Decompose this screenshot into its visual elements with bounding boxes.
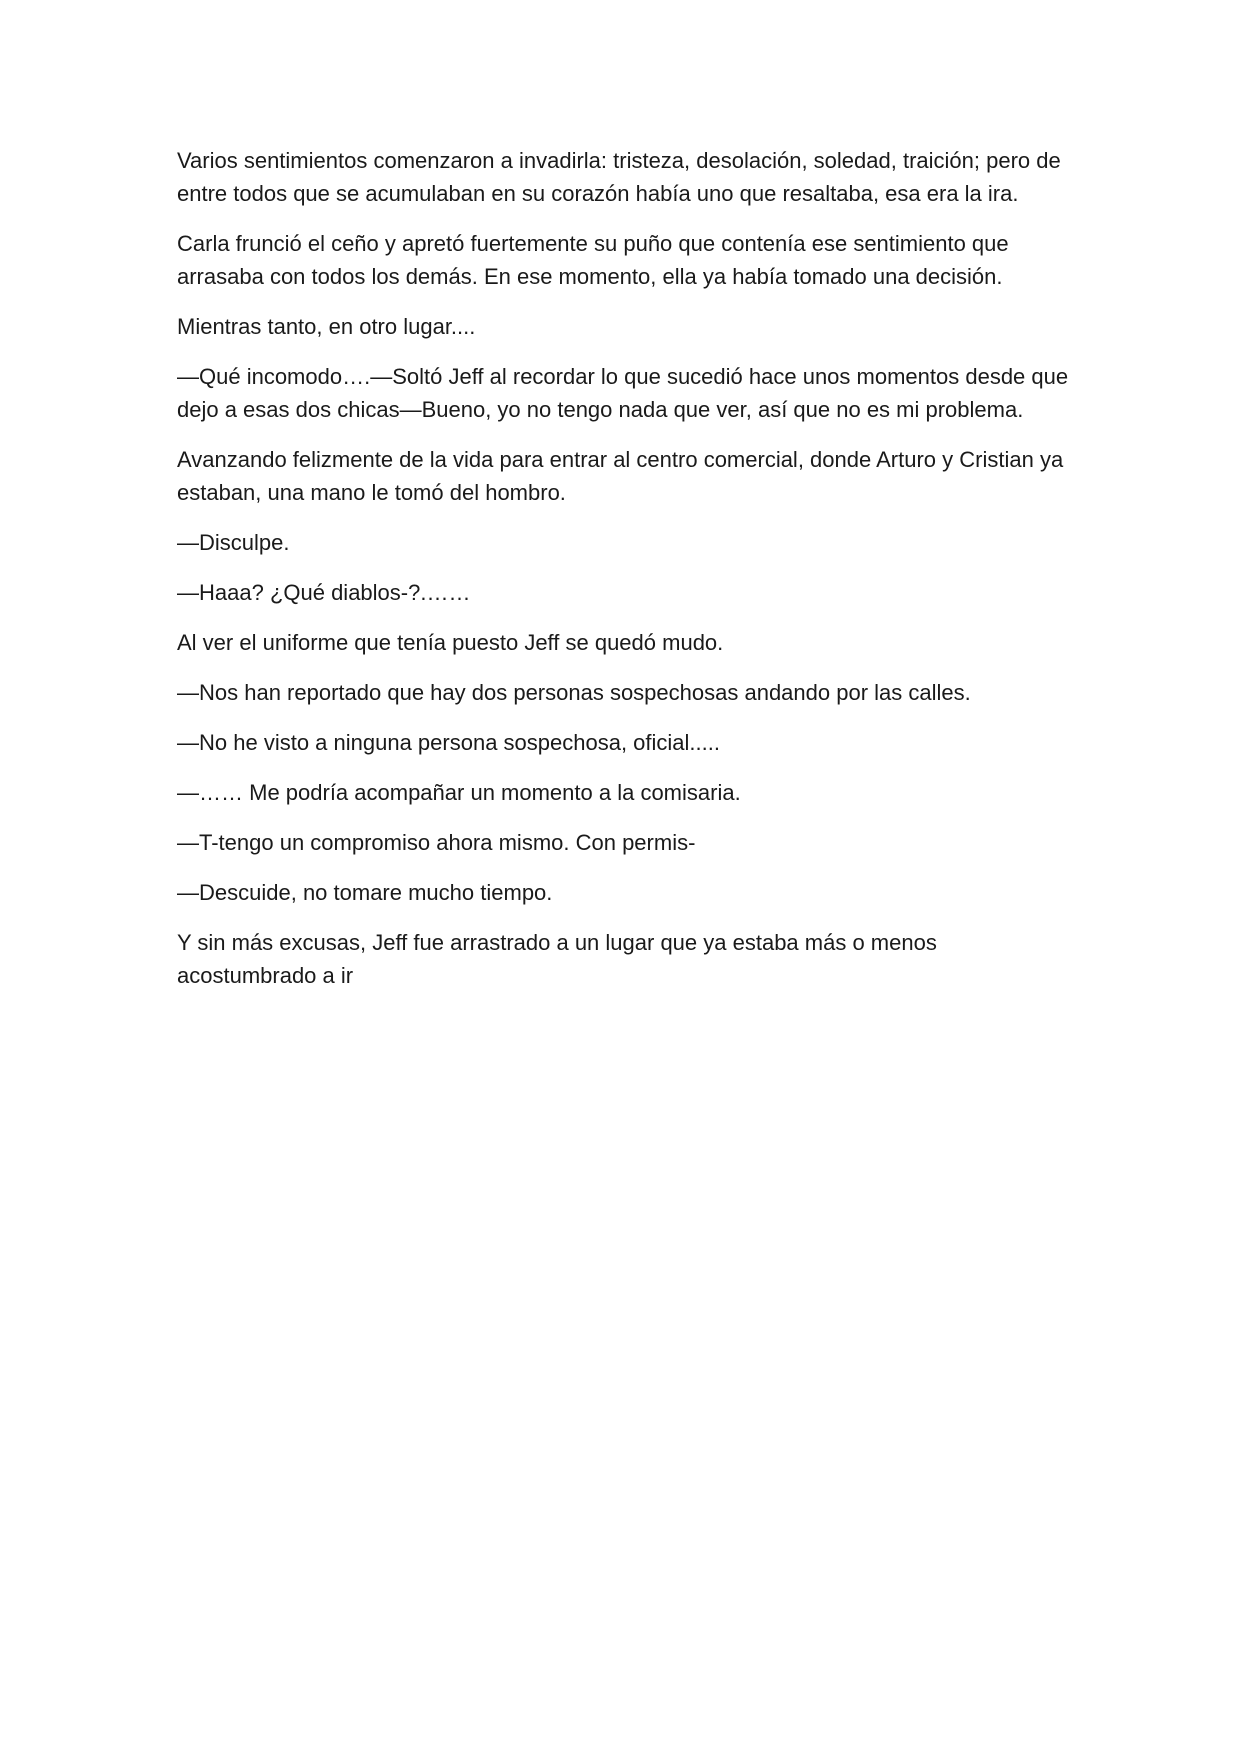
paragraph: —Disculpe. xyxy=(177,530,290,555)
paragraph: Avanzando felizmente de la vida para entrar al centro comercial, donde Arturo y Cristian ya estaban, una mano le tomó del hombro. xyxy=(177,447,1064,505)
paragraph: Al ver el uniforme que tenía puesto Jeff se quedó mudo. xyxy=(177,630,724,655)
paragraph: Mientras tanto, en otro lugar.... xyxy=(177,314,476,339)
paragraph: —…… Me podría acompañar un momento a la comisaria. xyxy=(177,780,741,805)
paragraph: —No he visto a ninguna persona sospechosa, oficial..... xyxy=(177,730,720,755)
paragraph: —Qué incomodo….—Soltó Jeff al recordar lo que sucedió hace unos momentos desde que dejo a esas dos chicas—Bueno, yo no tengo nada que ver, así que no es mi problema. xyxy=(177,364,1069,422)
paragraph: —Nos han reportado que hay dos personas sospechosas andando por las calles. xyxy=(177,680,971,705)
paragraph: —T-tengo un compromiso ahora mismo. Con permis- xyxy=(177,830,696,855)
paragraph: —Descuide, no tomare mucho tiempo. xyxy=(177,880,553,905)
paragraph: —Haaa? ¿Qué diablos-?.…… xyxy=(177,580,471,605)
paragraph: Carla frunció el ceño y apretó fuertemente su puño que contenía ese sentimiento que arrasaba con todos los demás. En ese momento, ella ya había tomado una decisión. xyxy=(177,231,1009,289)
paragraph: Varios sentimientos comenzaron a invadirla: tristeza, desolación, soledad, traición; pero de entre todos que se acumulaban en su corazón había uno que resaltaba, esa era la ira. xyxy=(177,148,1061,206)
paragraph: Y sin más excusas, Jeff fue arrastrado a un lugar que ya estaba más o menos acostumbrado a ir xyxy=(177,930,937,988)
document-body xyxy=(177,144,1073,1009)
